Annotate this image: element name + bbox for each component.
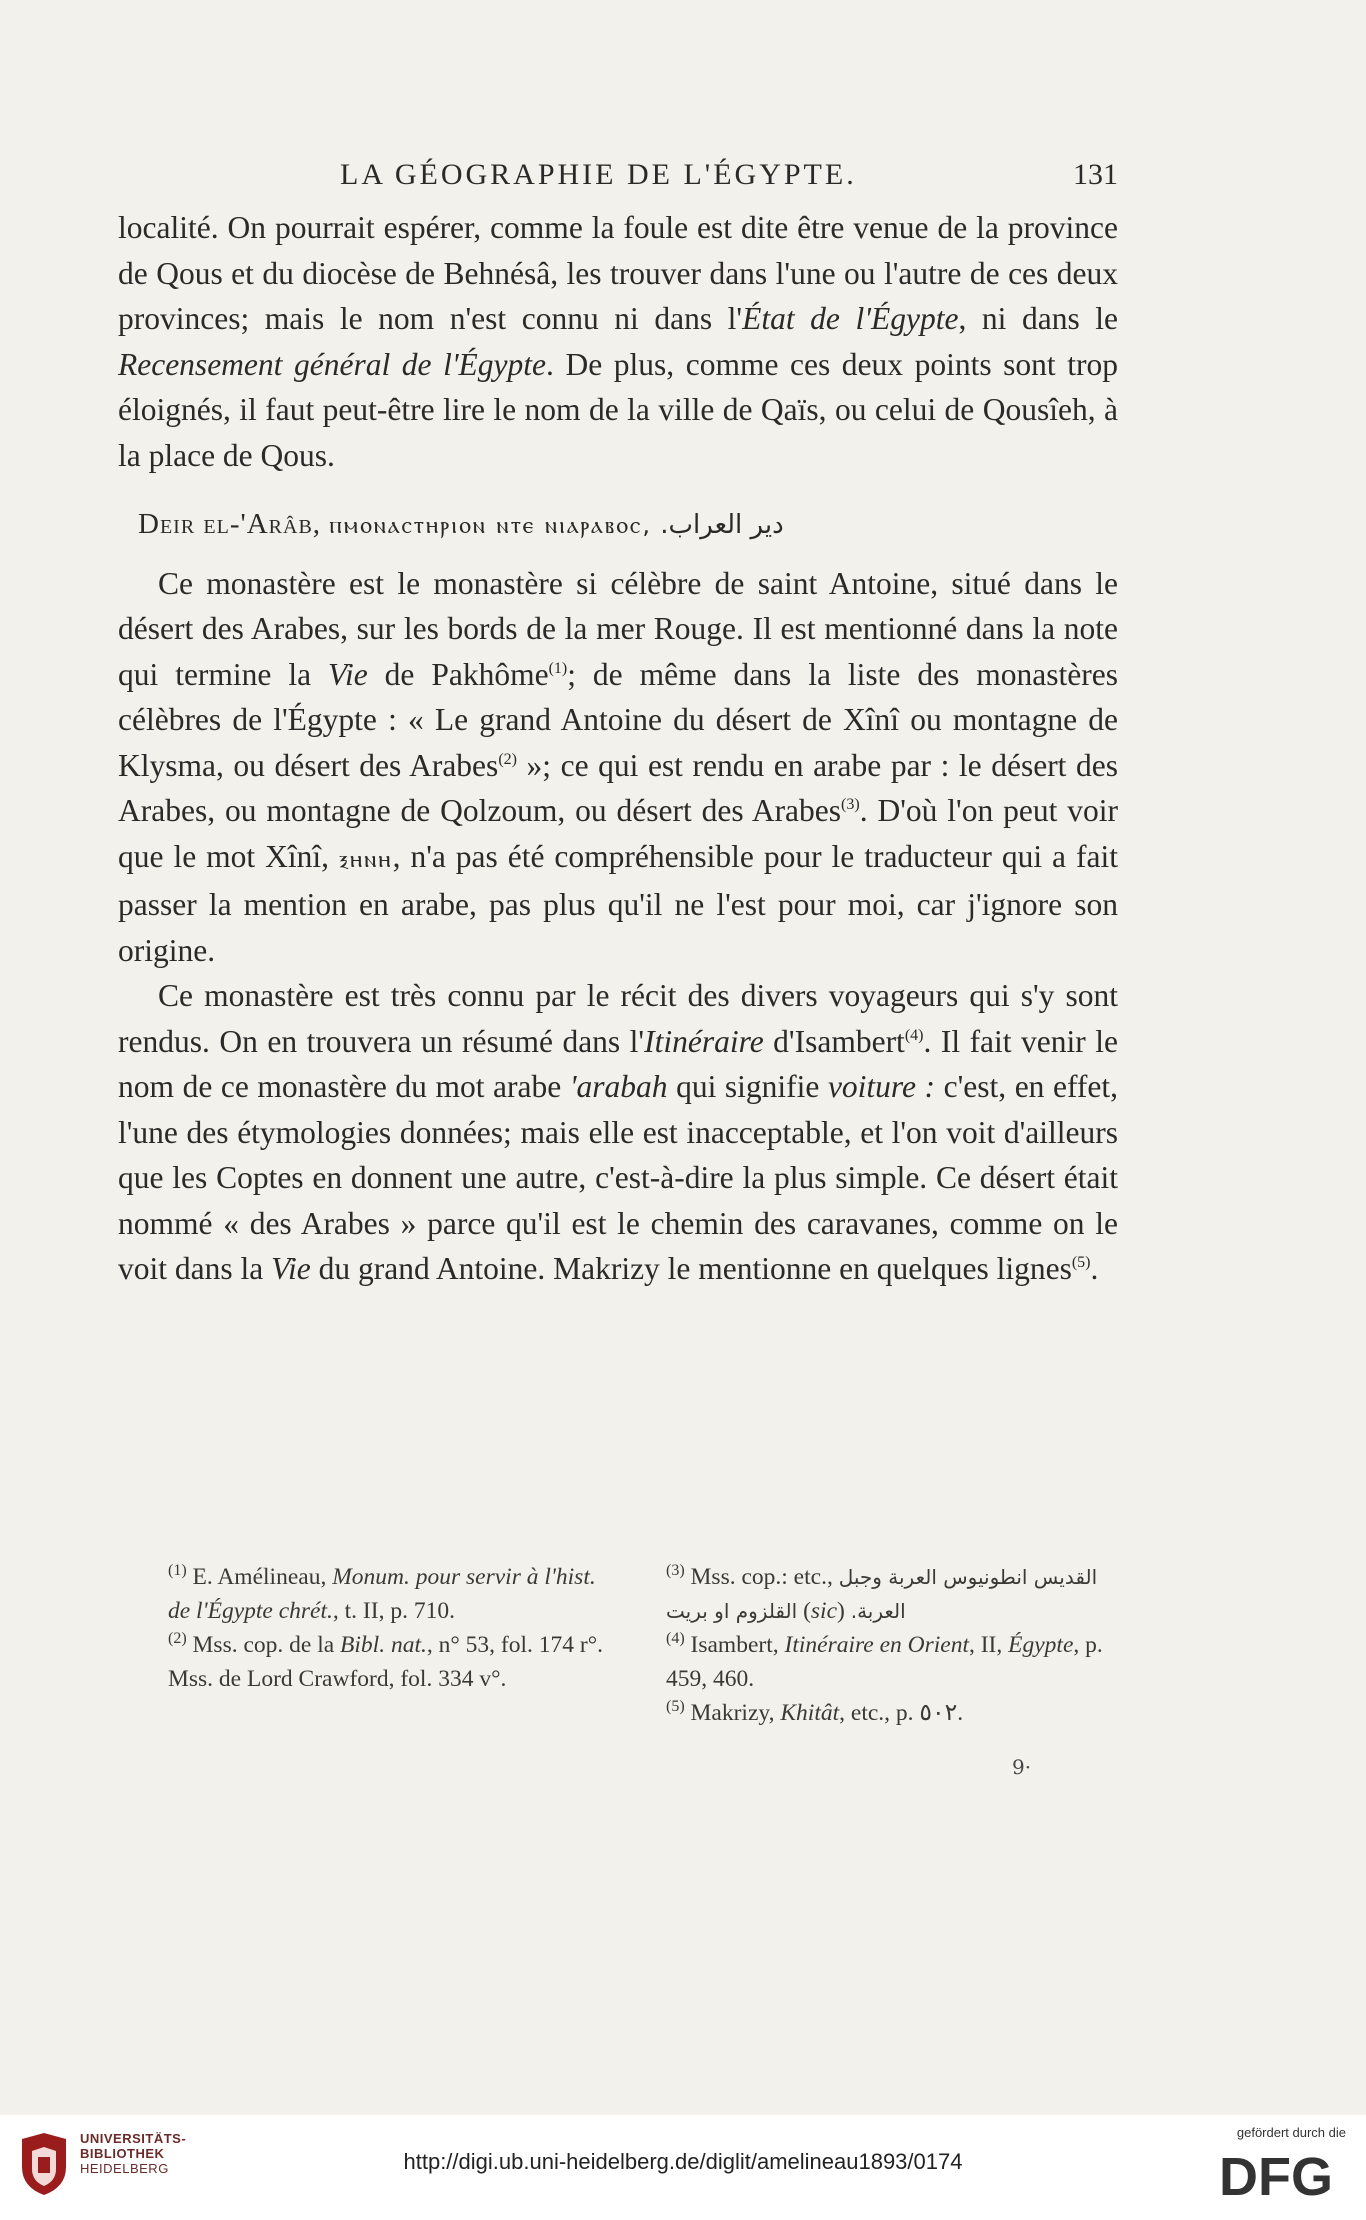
uni-line-2: BIBLIOTHEK [80, 2146, 165, 2161]
footnote-4 [666, 1628, 1118, 1696]
text: ) [837, 1598, 851, 1624]
arabic-text: العربة. [850, 1599, 906, 1623]
text: . D'où l'on peut voir que le mot Xînî, [118, 793, 1118, 874]
text: Ce monastère est le monastère si célèbre de saint Antoine, situé dans le désert des Arabes, sur les bords de la mer Rouge. Il est mentionné dans la note qui termine la [118, 565, 1118, 692]
italic-term: 'arabah [569, 1069, 668, 1104]
italic-title: Itinéraire en Orient [784, 1632, 969, 1658]
page-number: 131 [1073, 158, 1118, 191]
heading-coptic: ⲡⲙⲟⲛⲁⲥⲧⲏⲣⲓⲟⲛ ⲛⲧⲉ ⲛⲓⲁⲣⲁⲃⲟⲥ, [329, 511, 653, 539]
italic-title: État de l'Égypte [742, 301, 959, 336]
footnotes-left-column [168, 1560, 618, 1696]
italic-title: Itinéraire [644, 1023, 764, 1059]
permalink-url[interactable]: http://digi.ub.uni-heidelberg.de/diglit/amelineau1893/0174 [403, 2149, 963, 2174]
arabic-text: القديس انطونيوس العربة وجبل القلزوم او بريت [666, 1565, 1098, 1623]
text: . Il fait venir le nom de ce monastère du mot arabe [118, 1023, 1118, 1104]
uni-line-3: HEIDELBERG [80, 2161, 169, 2176]
footnote-ref[interactable]: (4) [904, 1026, 924, 1044]
paragraph-2 [118, 561, 1118, 974]
text: qui signifie [667, 1069, 828, 1104]
footnote-mark: (3) [666, 1562, 685, 1579]
italic-term: voiture : [827, 1069, 936, 1104]
text: localité. On pourrait espérer, comme la foule est dite être venue de la province de Qous et du diocèse de Behnésâ, les trouver dans l'une ou l'autre de ces deux provinces; mais le nom n'est connu ni dans l' [118, 210, 1118, 336]
italic-title: Khitât [780, 1700, 840, 1726]
text: Makrizy, [684, 1700, 781, 1726]
footnote-ref[interactable]: (2) [498, 750, 517, 768]
body-text [118, 205, 1118, 1292]
text: Isambert, [684, 1632, 785, 1658]
text: »; ce qui est rendu en arabe par : le désert des Arabes, ou montagne de Qolzoum, ou désert des Arabes [118, 747, 1118, 828]
text: . [1090, 1251, 1099, 1286]
heading-name: Deir el-'Arâb, [138, 508, 322, 540]
running-head [118, 158, 1118, 198]
text: , p. 459, 460. [666, 1632, 1103, 1692]
running-title: LA GÉOGRAPHIE DE L'ÉGYPTE. [340, 158, 857, 191]
heading-arabic: دير العراب. [660, 510, 784, 540]
dfg-caption: gefördert durch die [1236, 2125, 1346, 2140]
text: , n'a pas été compréhensible pour le traducteur qui a fait passer la mention en arabe, pas plus qu'il ne l'est pour moi, car j'ignore son origine. [118, 838, 1118, 968]
paragraph-1 [118, 205, 1118, 478]
footnote-ref[interactable]: (5) [1071, 1254, 1091, 1271]
text: du grand Antoine. Makrizy le mentionne en quelques lignes [310, 1251, 1072, 1286]
text: Mss. cop. de la [186, 1632, 341, 1658]
text: , n° 53, fol. 174 r°. Mss. de Lord Crawford, fol. 334 v°. [168, 1632, 603, 1692]
text: , t. II, p. 710. [332, 1598, 455, 1624]
dfg-logo-icon[interactable] [1206, 2145, 1346, 2205]
text: , ni dans le [958, 301, 1119, 336]
italic-title: Bibl. nat. [340, 1632, 427, 1658]
italic-title: Vie [271, 1251, 311, 1286]
italic-title: Vie [328, 656, 368, 692]
footnotes-right-column [666, 1560, 1118, 1730]
section-heading [118, 502, 1118, 549]
dfg-logo-text: DFG [1219, 2147, 1333, 2205]
text: , etc., p. ٥٠٢. [839, 1700, 964, 1726]
footnote-ref[interactable]: (3) [841, 796, 860, 813]
text: ; de même dans la liste des monastères célèbres de l'Égypte : « Le grand Antoine du désert de Xînî ou montagne de Klysma, ou désert des Arabes [118, 656, 1118, 783]
footnote-mark: (2) [168, 1630, 187, 1647]
footnote-2 [168, 1628, 618, 1696]
text: de Pakhôme [367, 656, 549, 692]
text: . De plus, comme ces deux points sont trop éloignés, il faut peut-être lire le nom de la ville de Qaïs, ou celui de Qousîeh, à la place de Qous. [118, 346, 1118, 473]
text: E. Amélineau, [186, 1564, 333, 1590]
footnote-1 [168, 1560, 618, 1628]
footnote-mark: (5) [666, 1698, 685, 1715]
text: Ce monastère est très connu par le récit des divers voyageurs qui s'y sont rendus. On en trouvera un résumé dans l' [118, 978, 1118, 1059]
text: d'Isambert [763, 1023, 905, 1059]
text: c'est, en effet, l'une des étymologies données; mais elle est inacceptable, et l'on voit d'ailleurs que les Coptes en donnent une autre, c'est-à-dire la plus simple. Ce désert était nommé « des Arabes » parce qu'il est le chemin des caravanes, comme on le voit dans la [118, 1069, 1118, 1286]
footnote-mark: (4) [666, 1630, 685, 1647]
viewer-footer [0, 2115, 1366, 2220]
text: ( [797, 1598, 811, 1624]
text: , II, [968, 1632, 1009, 1658]
italic-title: Égypte [1008, 1632, 1074, 1658]
italic-term: sic [810, 1598, 838, 1624]
signature-mark: 9· [1012, 1755, 1032, 1779]
footnote-ref[interactable]: (1) [548, 659, 568, 677]
uni-line-1: UNIVERSITÄTS- [80, 2131, 187, 2146]
footnote-mark: (1) [168, 1562, 187, 1579]
paragraph-3 [118, 973, 1118, 1292]
coptic-word: ⲝⲏⲛⲏ [338, 844, 393, 873]
footnote-3 [666, 1560, 1118, 1628]
text: Mss. cop.: etc., [684, 1564, 839, 1590]
footnote-5 [666, 1696, 1118, 1730]
italic-title: Recensement général de l'Égypte [118, 346, 547, 382]
italic-title: Monum. pour servir à l'hist. de l'Égypte chrét. [168, 1564, 596, 1624]
